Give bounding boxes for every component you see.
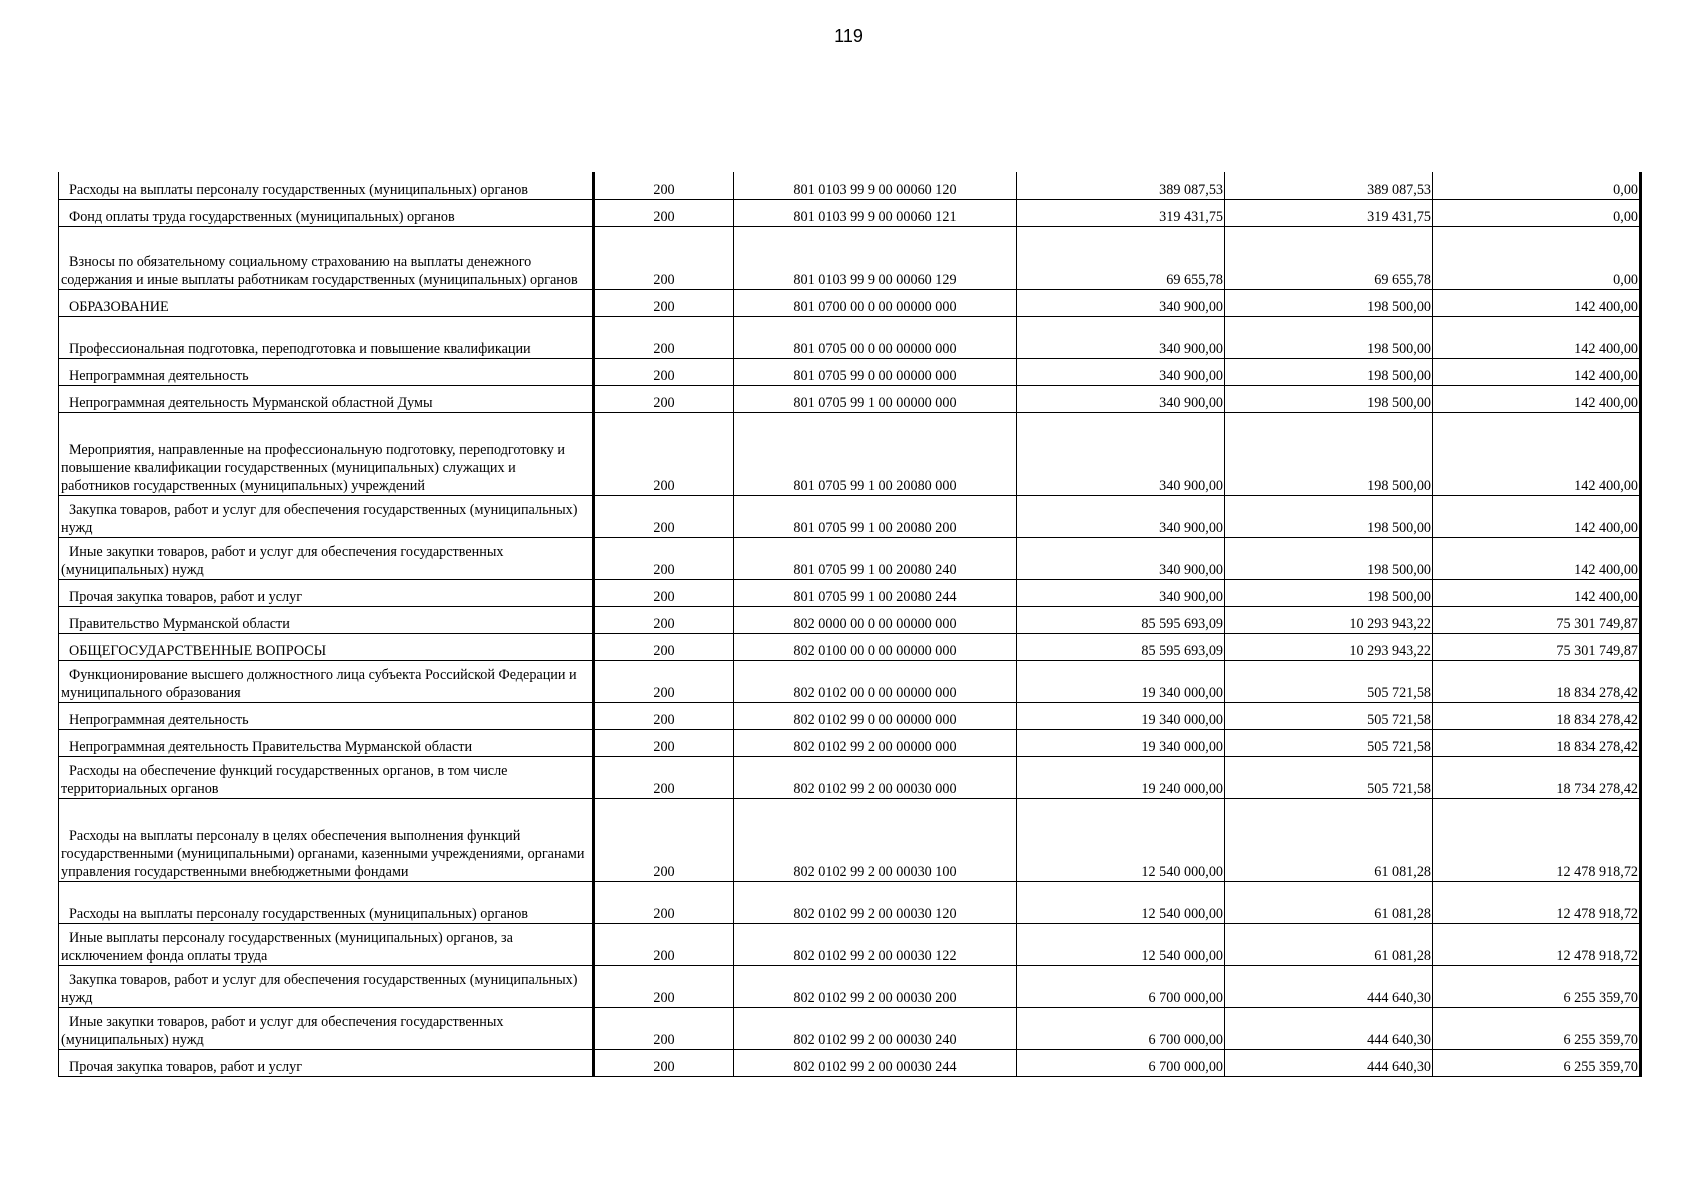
row-unexecuted: 142 400,00 xyxy=(1433,358,1641,385)
table-row xyxy=(59,289,1641,316)
row-executed: 198 500,00 xyxy=(1225,495,1433,537)
row-unexecuted: 75 301 749,87 xyxy=(1433,633,1641,660)
row-code: 200 xyxy=(594,756,734,798)
row-approved: 19 240 000,00 xyxy=(1017,756,1225,798)
row-code: 200 xyxy=(594,702,734,729)
row-executed: 10 293 943,22 xyxy=(1225,606,1433,633)
row-code: 200 xyxy=(594,1007,734,1049)
row-approved: 85 595 693,09 xyxy=(1017,633,1225,660)
row-name: Расходы на выплаты персоналу государственных (муниципальных) органов xyxy=(59,881,594,923)
row-unexecuted: 142 400,00 xyxy=(1433,385,1641,412)
table-row xyxy=(59,965,1641,1007)
row-executed: 69 655,78 xyxy=(1225,226,1433,289)
row-name: Иные выплаты персоналу государственных (муниципальных) органов, за исключением фонда оплаты труда xyxy=(59,923,594,965)
row-code: 200 xyxy=(594,660,734,702)
row-classification: 802 0102 00 0 00 00000 000 xyxy=(734,660,1017,702)
table-row xyxy=(59,172,1641,199)
row-executed: 505 721,58 xyxy=(1225,729,1433,756)
row-classification: 801 0705 99 1 00 20080 240 xyxy=(734,537,1017,579)
table-row xyxy=(59,756,1641,798)
table-row xyxy=(59,226,1641,289)
row-executed: 505 721,58 xyxy=(1225,660,1433,702)
row-classification: 801 0705 99 0 00 00000 000 xyxy=(734,358,1017,385)
row-executed: 198 500,00 xyxy=(1225,316,1433,358)
row-approved: 340 900,00 xyxy=(1017,412,1225,495)
table-row xyxy=(59,1007,1641,1049)
row-code: 200 xyxy=(594,537,734,579)
row-unexecuted: 18 834 278,42 xyxy=(1433,660,1641,702)
row-name: Закупка товаров, работ и услуг для обеспечения государственных (муниципальных) нужд xyxy=(59,495,594,537)
row-approved: 340 900,00 xyxy=(1017,495,1225,537)
row-executed: 61 081,28 xyxy=(1225,881,1433,923)
row-approved: 12 540 000,00 xyxy=(1017,798,1225,881)
row-executed: 61 081,28 xyxy=(1225,798,1433,881)
row-executed: 444 640,30 xyxy=(1225,965,1433,1007)
row-executed: 198 500,00 xyxy=(1225,358,1433,385)
row-approved: 19 340 000,00 xyxy=(1017,660,1225,702)
row-approved: 340 900,00 xyxy=(1017,579,1225,606)
row-unexecuted: 142 400,00 xyxy=(1433,289,1641,316)
row-classification: 801 0705 99 1 00 20080 000 xyxy=(734,412,1017,495)
row-code: 200 xyxy=(594,358,734,385)
row-approved: 340 900,00 xyxy=(1017,289,1225,316)
row-approved: 6 700 000,00 xyxy=(1017,1007,1225,1049)
table-row xyxy=(59,660,1641,702)
row-approved: 69 655,78 xyxy=(1017,226,1225,289)
table-row xyxy=(59,923,1641,965)
row-unexecuted: 142 400,00 xyxy=(1433,537,1641,579)
row-classification: 801 0705 99 1 00 20080 244 xyxy=(734,579,1017,606)
table-row xyxy=(59,729,1641,756)
row-name: Фонд оплаты труда государственных (муниципальных) органов xyxy=(59,199,594,226)
row-name: Мероприятия, направленные на профессиональную подготовку, переподготовку и повышение квалификации государственных (муниципальных) служащих и работников государственных (муниципальных) учреждений xyxy=(59,412,594,495)
row-unexecuted: 12 478 918,72 xyxy=(1433,881,1641,923)
row-executed: 198 500,00 xyxy=(1225,385,1433,412)
row-classification: 802 0102 99 2 00 00030 000 xyxy=(734,756,1017,798)
row-approved: 340 900,00 xyxy=(1017,537,1225,579)
row-classification: 802 0102 99 2 00 00030 200 xyxy=(734,965,1017,1007)
row-name: Расходы на выплаты персоналу в целях обеспечения выполнения функций государственными (муниципальными) органами, казенными учреждениями, органами управления государственными внебюджетными фондами xyxy=(59,798,594,881)
row-unexecuted: 0,00 xyxy=(1433,226,1641,289)
row-approved: 12 540 000,00 xyxy=(1017,923,1225,965)
row-executed: 505 721,58 xyxy=(1225,702,1433,729)
row-classification: 801 0705 99 1 00 00000 000 xyxy=(734,385,1017,412)
row-name: Закупка товаров, работ и услуг для обеспечения государственных (муниципальных) нужд xyxy=(59,965,594,1007)
row-approved: 6 700 000,00 xyxy=(1017,965,1225,1007)
row-approved: 19 340 000,00 xyxy=(1017,702,1225,729)
row-classification: 802 0102 99 2 00 00000 000 xyxy=(734,729,1017,756)
row-unexecuted: 142 400,00 xyxy=(1433,495,1641,537)
row-approved: 319 431,75 xyxy=(1017,199,1225,226)
row-name: Расходы на выплаты персоналу государственных (муниципальных) органов xyxy=(59,172,594,199)
row-classification: 802 0102 99 2 00 00030 100 xyxy=(734,798,1017,881)
row-name: ОБЩЕГОСУДАРСТВЕННЫЕ ВОПРОСЫ xyxy=(59,633,594,660)
row-executed: 198 500,00 xyxy=(1225,579,1433,606)
row-code: 200 xyxy=(594,579,734,606)
row-name: Правительство Мурманской области xyxy=(59,606,594,633)
table-row xyxy=(59,579,1641,606)
table-row xyxy=(59,1049,1641,1076)
row-code: 200 xyxy=(594,798,734,881)
table-row xyxy=(59,495,1641,537)
row-code: 200 xyxy=(594,495,734,537)
table-row xyxy=(59,358,1641,385)
row-executed: 61 081,28 xyxy=(1225,923,1433,965)
row-classification: 801 0705 99 1 00 20080 200 xyxy=(734,495,1017,537)
row-unexecuted: 6 255 359,70 xyxy=(1433,1007,1641,1049)
row-approved: 12 540 000,00 xyxy=(1017,881,1225,923)
row-name: Функционирование высшего должностного лица субъекта Российской Федерации и муниципального образования xyxy=(59,660,594,702)
table-body xyxy=(59,172,1641,1076)
row-classification: 802 0000 00 0 00 00000 000 xyxy=(734,606,1017,633)
row-code: 200 xyxy=(594,606,734,633)
table-row xyxy=(59,412,1641,495)
row-classification: 801 0103 99 9 00 00060 120 xyxy=(734,172,1017,199)
table-row xyxy=(59,798,1641,881)
row-name: Непрограммная деятельность Правительства Мурманской области xyxy=(59,729,594,756)
budget-execution-table xyxy=(58,172,1642,1077)
row-unexecuted: 6 255 359,70 xyxy=(1433,1049,1641,1076)
row-code: 200 xyxy=(594,881,734,923)
row-approved: 85 595 693,09 xyxy=(1017,606,1225,633)
row-code: 200 xyxy=(594,412,734,495)
row-executed: 198 500,00 xyxy=(1225,412,1433,495)
row-approved: 19 340 000,00 xyxy=(1017,729,1225,756)
row-classification: 801 0705 00 0 00 00000 000 xyxy=(734,316,1017,358)
row-name: Непрограммная деятельность xyxy=(59,702,594,729)
row-code: 200 xyxy=(594,316,734,358)
row-classification: 802 0100 00 0 00 00000 000 xyxy=(734,633,1017,660)
row-approved: 6 700 000,00 xyxy=(1017,1049,1225,1076)
row-unexecuted: 18 834 278,42 xyxy=(1433,702,1641,729)
row-name: Расходы на обеспечение функций государственных органов, в том числе территориальных органов xyxy=(59,756,594,798)
row-unexecuted: 0,00 xyxy=(1433,199,1641,226)
row-unexecuted: 142 400,00 xyxy=(1433,316,1641,358)
row-unexecuted: 18 734 278,42 xyxy=(1433,756,1641,798)
row-name: Прочая закупка товаров, работ и услуг xyxy=(59,1049,594,1076)
row-classification: 802 0102 99 2 00 00030 240 xyxy=(734,1007,1017,1049)
row-code: 200 xyxy=(594,729,734,756)
row-executed: 10 293 943,22 xyxy=(1225,633,1433,660)
table-row xyxy=(59,316,1641,358)
row-executed: 389 087,53 xyxy=(1225,172,1433,199)
row-executed: 505 721,58 xyxy=(1225,756,1433,798)
row-unexecuted: 0,00 xyxy=(1433,172,1641,199)
row-classification: 802 0102 99 2 00 00030 122 xyxy=(734,923,1017,965)
row-name: Непрограммная деятельность xyxy=(59,358,594,385)
row-name: Профессиональная подготовка, переподготовка и повышение квалификации xyxy=(59,316,594,358)
table-row xyxy=(59,702,1641,729)
table-row xyxy=(59,881,1641,923)
row-unexecuted: 142 400,00 xyxy=(1433,579,1641,606)
row-code: 200 xyxy=(594,199,734,226)
row-name: Иные закупки товаров, работ и услуг для обеспечения государственных (муниципальных) нужд xyxy=(59,537,594,579)
table-row xyxy=(59,633,1641,660)
row-executed: 198 500,00 xyxy=(1225,289,1433,316)
row-unexecuted: 12 478 918,72 xyxy=(1433,798,1641,881)
row-unexecuted: 142 400,00 xyxy=(1433,412,1641,495)
row-code: 200 xyxy=(594,1049,734,1076)
row-name: Иные закупки товаров, работ и услуг для обеспечения государственных (муниципальных) нужд xyxy=(59,1007,594,1049)
row-code: 200 xyxy=(594,633,734,660)
row-classification: 802 0102 99 0 00 00000 000 xyxy=(734,702,1017,729)
row-unexecuted: 6 255 359,70 xyxy=(1433,965,1641,1007)
row-code: 200 xyxy=(594,385,734,412)
row-executed: 444 640,30 xyxy=(1225,1049,1433,1076)
row-code: 200 xyxy=(594,172,734,199)
row-code: 200 xyxy=(594,923,734,965)
row-executed: 198 500,00 xyxy=(1225,537,1433,579)
table-row xyxy=(59,385,1641,412)
row-classification: 802 0102 99 2 00 00030 120 xyxy=(734,881,1017,923)
row-approved: 340 900,00 xyxy=(1017,358,1225,385)
row-classification: 801 0103 99 9 00 00060 121 xyxy=(734,199,1017,226)
row-name: ОБРАЗОВАНИЕ xyxy=(59,289,594,316)
row-code: 200 xyxy=(594,289,734,316)
table-row xyxy=(59,537,1641,579)
row-code: 200 xyxy=(594,965,734,1007)
row-code: 200 xyxy=(594,226,734,289)
row-approved: 389 087,53 xyxy=(1017,172,1225,199)
row-approved: 340 900,00 xyxy=(1017,316,1225,358)
row-approved: 340 900,00 xyxy=(1017,385,1225,412)
page-number: 119 xyxy=(834,26,863,46)
row-name: Непрограммная деятельность Мурманской областной Думы xyxy=(59,385,594,412)
row-classification: 801 0700 00 0 00 00000 000 xyxy=(734,289,1017,316)
row-executed: 444 640,30 xyxy=(1225,1007,1433,1049)
row-unexecuted: 75 301 749,87 xyxy=(1433,606,1641,633)
row-name: Прочая закупка товаров, работ и услуг xyxy=(59,579,594,606)
row-name: Взносы по обязательному социальному страхованию на выплаты денежного содержания и иные выплаты работникам государственных (муниципальных) органов xyxy=(59,226,594,289)
row-unexecuted: 18 834 278,42 xyxy=(1433,729,1641,756)
row-executed: 319 431,75 xyxy=(1225,199,1433,226)
row-unexecuted: 12 478 918,72 xyxy=(1433,923,1641,965)
row-classification: 801 0103 99 9 00 00060 129 xyxy=(734,226,1017,289)
row-classification: 802 0102 99 2 00 00030 244 xyxy=(734,1049,1017,1076)
table-row xyxy=(59,606,1641,633)
table-row xyxy=(59,199,1641,226)
